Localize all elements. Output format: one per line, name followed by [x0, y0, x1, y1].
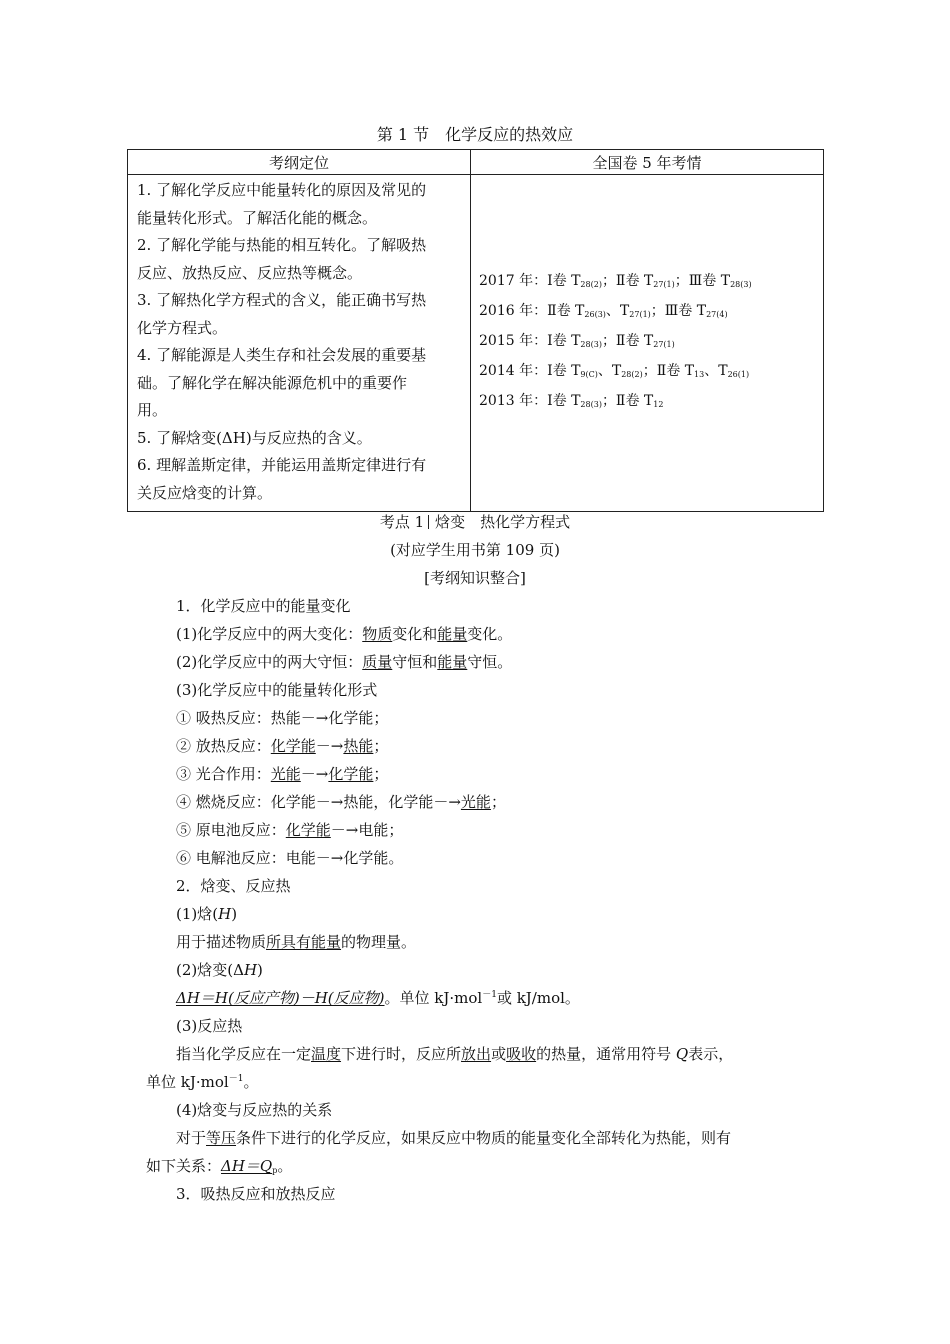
text-reaction-heat-unit: 单位 kJ·mol$^{-1}$。 — [146, 1073, 259, 1091]
goal-line: 3. 了解热化学方程式的含义，能正确书写热 — [137, 291, 427, 309]
text-enthalpy-title: (1)焓(H) — [176, 905, 238, 923]
text-two-changes: (1)化学反应中的两大变化：物质变化和能量变化。 — [176, 625, 513, 643]
text-conversion-forms: (3)化学反应中的能量转化形式 — [176, 681, 378, 699]
text-two-conservations: (2)化学反应中的两大守恒：质量守恒和能量守恒。 — [176, 653, 513, 671]
exam-2014: 2014 年：Ⅰ卷 $T_{9(C)}$、$T_{28(2)}$；Ⅱ卷 $T_{13}$、$T_{26(1)}$ — [479, 363, 750, 379]
text-relation-def: 对于等压条件下进行的化学反应，如果反应中物质的能量变化全部转化为热能，则有 — [176, 1129, 732, 1147]
exam-2017: 2017 年：Ⅰ卷 $T_{28(2)}$；Ⅱ卷 $T_{27(1)}$；Ⅲ卷 $T_{28(3)}$ — [479, 273, 752, 289]
goal-line: 6. 理解盖斯定律，并能运用盖斯定律进行有 — [137, 456, 427, 474]
list-item: ③ 光合作用：光能－→化学能； — [176, 765, 389, 783]
exam-2016: 2016 年：Ⅱ卷 $T_{26(3)}$、$T_{27(1)}$；Ⅲ卷 $T_{27(4)}$ — [479, 303, 728, 319]
list-item: ① 吸热反应：热能－→化学能； — [176, 709, 389, 727]
header-outline: 考纲定位 — [128, 150, 471, 175]
list-item: ② 放热反应：化学能－→热能； — [176, 737, 389, 755]
goal-line: 5. 了解焓变(ΔH)与反应热的含义。 — [137, 428, 372, 447]
text-enthalpy-change-def: ΔH＝H(反应产物)－H(反应物)。单位 kJ·mol$^{-1}$或 kJ/mol。 — [176, 989, 580, 1007]
goal-line: 反应、放热反应、反应热等概念。 — [137, 263, 363, 282]
exams-cell — [471, 175, 824, 512]
exam-2013: 2013 年：Ⅰ卷 $T_{28(3)}$；Ⅱ卷 $T_{12}$ — [479, 393, 664, 409]
goals-cell — [128, 175, 471, 512]
goal-line: 1. 了解化学反应中能量转化的原因及常见的 — [137, 181, 427, 199]
section-heading: 考点 1 焓变 热化学方程式 — [379, 513, 571, 531]
page-title: 第 1 节 化学反应的热效应 — [376, 125, 574, 144]
page-reference: (对应学生用书第 109 页) — [390, 541, 560, 559]
text-relation-formula: 如下关系：$\Delta H=Q_p$。 — [146, 1157, 293, 1175]
goal-line: 能量转化形式。了解活化能的概念。 — [137, 208, 378, 227]
goal-line: 4. 了解能源是人类生存和社会发展的重要基 — [137, 346, 427, 364]
header-exam-history: 全国卷 5 年考情 — [471, 150, 824, 175]
goal-line: 2. 了解化学能与热能的相互转化。了解吸热 — [137, 236, 427, 254]
text-reaction-heat-title: (3)反应热 — [176, 1017, 243, 1035]
goal-line: 化学方程式。 — [137, 318, 228, 337]
text-enthalpy-def: 用于描述物质所具有能量的物理量。 — [176, 933, 417, 951]
text-reaction-heat-def: 指当化学反应在一定温度下进行时，反应所放出或吸收的热量，通常用符号 Q表示， — [176, 1045, 734, 1063]
goal-line: 础。了解化学在解决能源危机中的重要作 — [137, 373, 408, 392]
heading-energy-change: 1．化学反应中的能量变化 — [176, 597, 351, 615]
list-item: ④ 燃烧反应：化学能－→热能，化学能－→光能； — [176, 793, 506, 811]
text-enthalpy-change-title: (2)焓变(ΔH) — [176, 961, 263, 979]
list-item: ⑤ 原电池反应：化学能－→电能； — [176, 821, 404, 839]
heading-enthalpy: 2．焓变、反应热 — [176, 877, 291, 895]
heading-endo-exo: 3．吸热反应和放热反应 — [176, 1185, 336, 1203]
exam-2015: 2015 年：Ⅰ卷 $T_{28(3)}$；Ⅱ卷 $T_{27(1)}$ — [479, 333, 675, 349]
section-subheading: [考纲知识整合] — [424, 569, 526, 587]
outline-table — [127, 149, 824, 512]
goal-line: 用。 — [137, 401, 168, 419]
list-item: ⑥ 电解池反应：电能－→化学能。 — [176, 849, 404, 867]
text-relation-title: (4)焓变与反应热的关系 — [176, 1101, 333, 1119]
goal-line: 关反应焓变的计算。 — [137, 483, 273, 502]
